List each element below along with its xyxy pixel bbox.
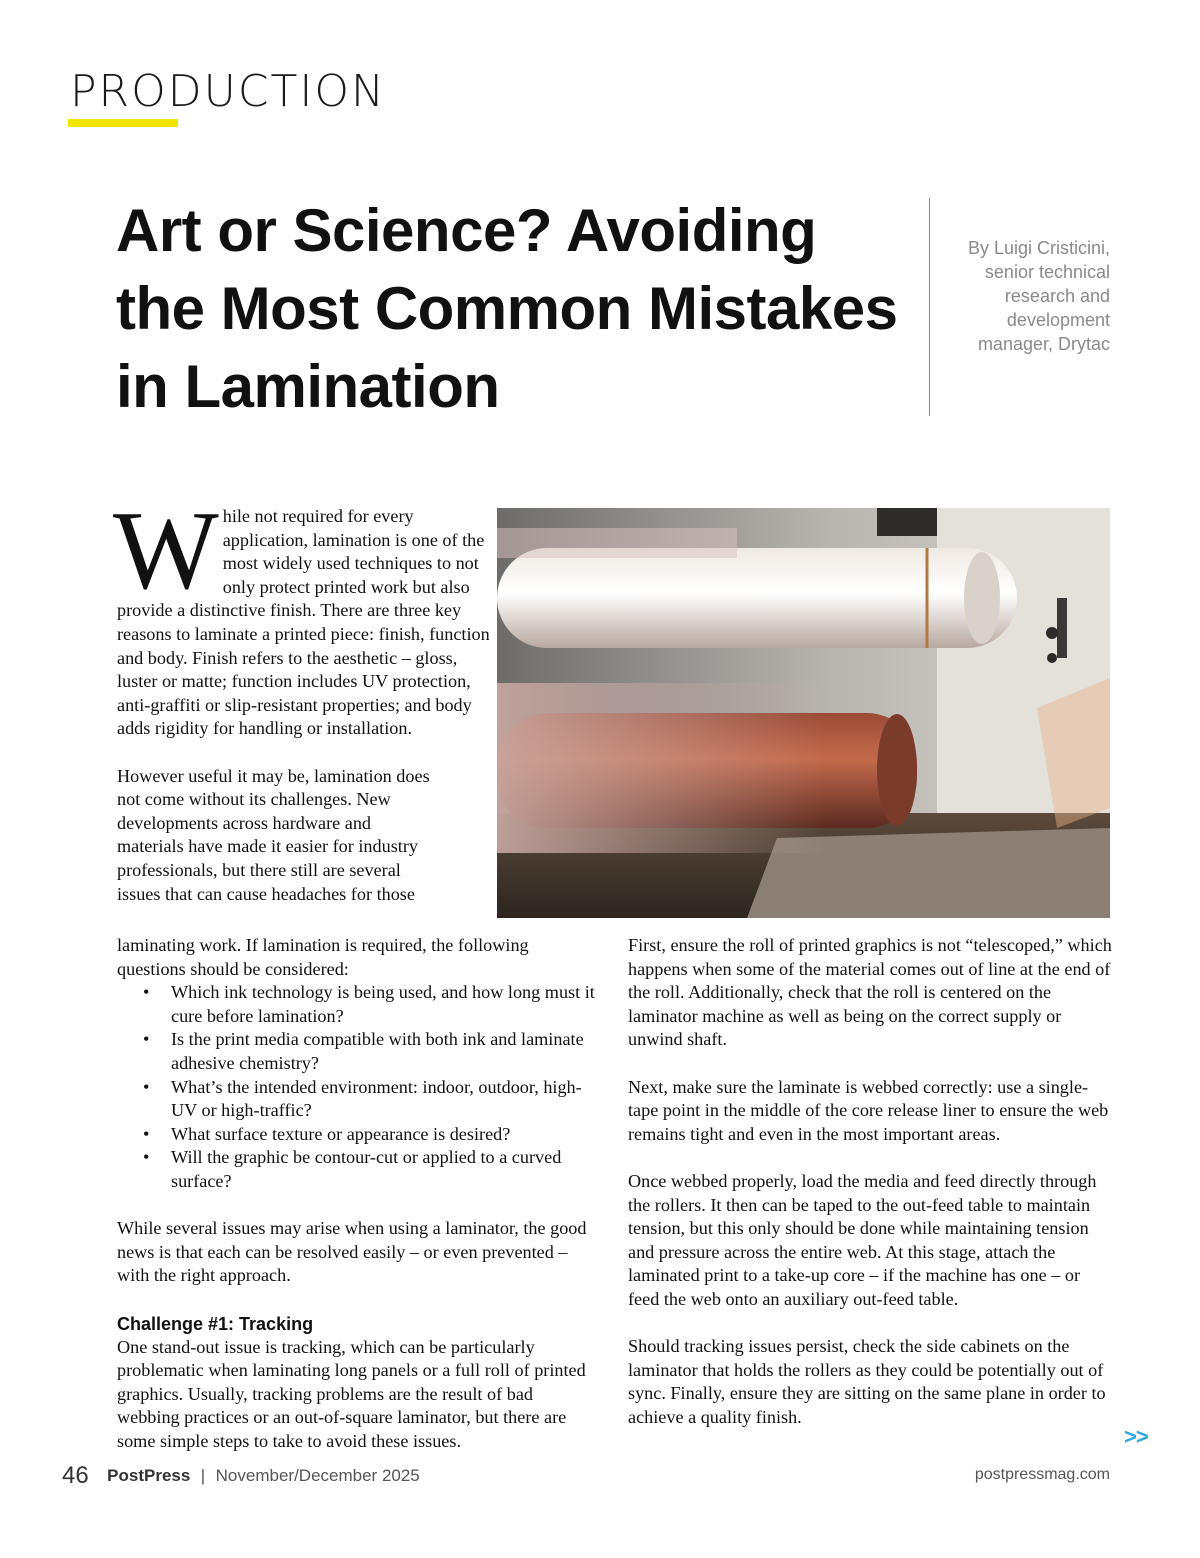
- byline-line: senior technical: [984, 262, 1110, 282]
- tracking-paragraph: One stand-out issue is tracking, which can be particularly problematic when laminating long panels or a full roll of printed graphics. Usually, tracking problems are the result of bad webbing practices or an out-of-square laminator, but there are some simple steps to take to avoid these issues.: [117, 1336, 586, 1451]
- intro-text: hile not required for every application, lamination is one of the most widely used techniques to not only protect printed work but also provide a distinctive finish. There are three key reasons to laminate a printed piece: finish, function and body. Finish refers to the aesthetic – gloss, luster or matte; function includes UV protection, anti-graffiti or slip-resistant properties; and body adds rigidity for handling or installation.: [117, 506, 490, 739]
- list-item: [117, 1123, 595, 1147]
- right-column: [628, 934, 1114, 1429]
- byline-line: research and: [1004, 286, 1110, 306]
- page-number: 46: [62, 1462, 89, 1489]
- right-paragraph: Once webbed properly, load the media and feed directly through the rollers. It then can be taped to the out-feed table to maintain tension, but this only should be done while maintaining tension and pressure across the entire web. At this stage, attach the laminated print to a take-up core – if the machine has one – or feed the web onto an auxiliary out-feed table.: [628, 1170, 1097, 1309]
- byline-line: development: [1006, 310, 1110, 330]
- publication-name: PostPress: [107, 1466, 191, 1485]
- bullet-icon: •: [143, 1123, 150, 1144]
- challenges-paragraph-top: However useful it may be, lamination does not come without its challenges. New developments across hardware and materials have made it easier for industry professionals, but there still are several issues that can cause headaches for those: [117, 765, 430, 904]
- intro-column: [113, 489, 493, 906]
- article-title: Art or Science? Avoiding the Most Common Mistakes in Lamination: [116, 197, 898, 420]
- footer: [62, 1462, 420, 1490]
- list-item-text: Which ink technology is being used, and how long must it cure before lamination?: [171, 982, 595, 1026]
- list-item-text: What surface texture or appearance is desired?: [171, 1123, 511, 1144]
- list-item-text: What’s the intended environment: indoor, outdoor, high-UV or high-traffic?: [171, 1076, 582, 1121]
- bullet-icon: •: [143, 982, 150, 1003]
- bullet-icon: •: [143, 1147, 150, 1168]
- challenge-subhead: Challenge #1: Tracking: [117, 1313, 314, 1334]
- continue-arrow-icon[interactable]: >>: [1124, 1424, 1148, 1449]
- drop-cap: W: [113, 489, 219, 613]
- list-item: [117, 1146, 595, 1193]
- section-accent-bar: [68, 119, 178, 127]
- left-column: [117, 934, 595, 1453]
- challenges-paragraph-bottom: laminating work. If lamination is required, the following questions should be considered:: [117, 935, 529, 979]
- section-label: PRODUCTION: [70, 66, 386, 117]
- laminator-rollers-photo: [497, 508, 1110, 918]
- byline-line: manager, Drytac: [977, 334, 1110, 354]
- footer-separator: |: [200, 1466, 206, 1485]
- bullet-icon: •: [143, 1076, 150, 1097]
- good-news-paragraph: While several issues may arise when using a laminator, the good news is that each can be resolved easily – or even prevented – with the right approach.: [117, 1218, 587, 1286]
- list-item-text: Will the graphic be contour-cut or applied to a curved surface?: [171, 1147, 562, 1191]
- byline-line: By Luigi Cristicini,: [967, 238, 1110, 258]
- right-paragraph: Next, make sure the laminate is webbed correctly: use a single-tape point in the middle of the core release liner to ensure the web remains tight and even in the most important areas.: [628, 1076, 1109, 1144]
- right-paragraph: First, ensure the roll of printed graphics is not “telescoped,” which happens when some of the material comes out of line at the end of the roll. Additionally, check that the roll is centered on the laminator machine as well as being on the correct supply or unwind shaft.: [628, 935, 1112, 1050]
- questions-list: [117, 981, 595, 1193]
- list-item: [117, 981, 595, 1028]
- right-paragraph: Should tracking issues persist, check the side cabinets on the laminator that holds the rollers as they could be potentially out of sync. Finally, ensure they are sitting on the same plane in order to achieve a quality finish.: [628, 1336, 1106, 1427]
- list-item: [117, 1028, 595, 1075]
- issue-date: November/December 2025: [215, 1466, 420, 1485]
- intro-paragraph: [113, 489, 493, 741]
- website-link[interactable]: postpressmag.com: [974, 1466, 1110, 1483]
- list-item-text: Is the print media compatible with both ink and laminate adhesive chemistry?: [171, 1029, 584, 1073]
- byline: [910, 236, 1110, 356]
- bullet-icon: •: [143, 1029, 150, 1050]
- list-item: [117, 1076, 595, 1123]
